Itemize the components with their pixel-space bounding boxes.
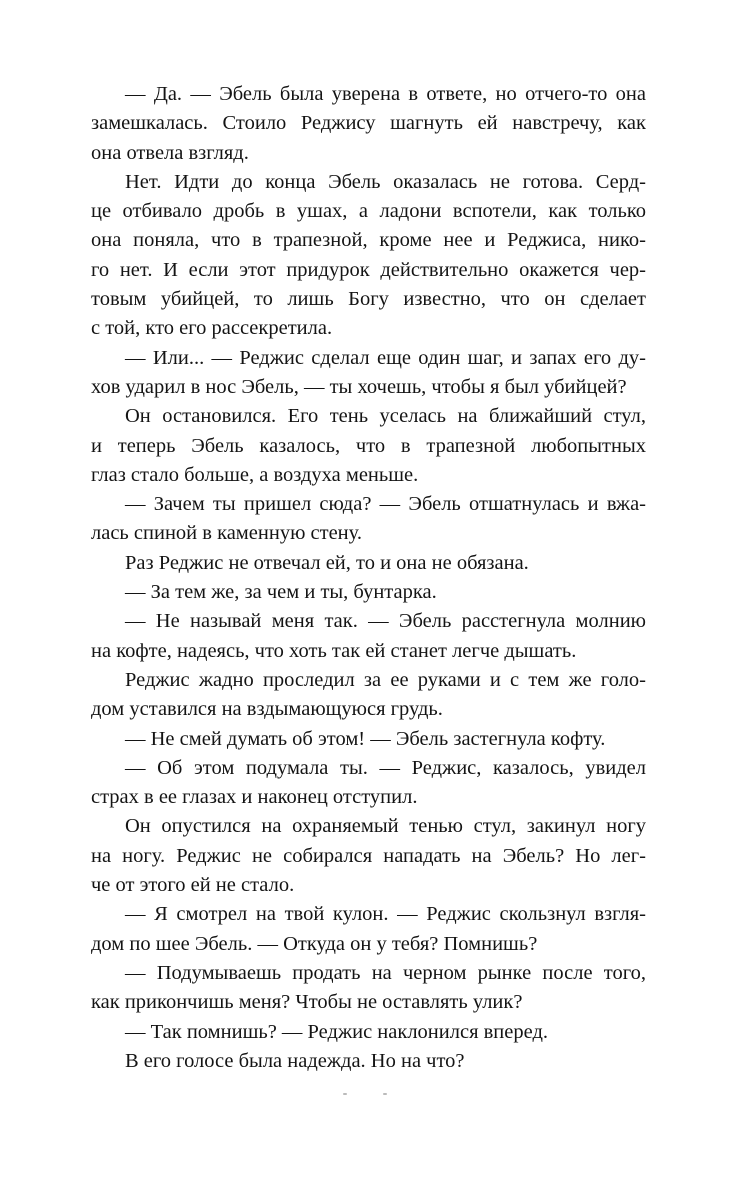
page-footer-marks <box>343 1093 403 1101</box>
text-line: дом по шее Эбель. — Откуда он у тебя? Помнишь? <box>91 932 538 955</box>
text-line: на кофте, надеясь, что хоть так ей станет легче дышать. <box>91 639 577 662</box>
text-line: — Подумываешь продать на черном рынке после того, <box>125 961 646 984</box>
text-line: Раз Реджис не отвечал ей, то и она не обязана. <box>125 551 529 574</box>
text-line: — Или... — Реджис сделал еще один шаг, и запах его ду- <box>125 346 646 369</box>
text-line: дом уставился на вздымающуюся грудь. <box>91 698 443 721</box>
text-line: на ногу. Реджис не собирался нападать на Эбель? Но лег- <box>91 844 646 867</box>
footer-mark <box>383 1093 387 1095</box>
text-line: Нет. Идти до конца Эбель оказалась не готова. Серд- <box>125 170 646 193</box>
footer-mark <box>343 1093 347 1095</box>
text-line: и теперь Эбель казалось, что в трапезной любопытных <box>91 434 646 457</box>
text-line: — Об этом подумала ты. — Реджис, казалось, увидел <box>125 756 646 779</box>
text-line: Реджис жадно проследил за ее руками и с тем же голо- <box>125 668 646 691</box>
text-line: она поняла, что в трапезной, кроме нее и Реджиса, нико- <box>91 229 646 252</box>
text-line: Он опустился на охраняемый тенью стул, закинул ногу <box>125 815 646 838</box>
text-line: — Зачем ты пришел сюда? — Эбель отшатнулась и вжа- <box>125 493 646 516</box>
text-line: — За тем же, за чем и ты, бунтарка. <box>125 581 437 604</box>
text-line: В его голосе была надежда. Но на что? <box>125 1049 465 1072</box>
body-text <box>91 80 646 1076</box>
text-line: — Так помнишь? — Реджис наклонился вперед. <box>125 1020 549 1043</box>
text-line: — Да. — Эбель была уверена в ответе, но отчего-то она <box>125 83 646 105</box>
text-line: го нет. И если этот придурок действительно окажется чер- <box>91 258 646 281</box>
text-line: как прикончишь меня? Чтобы не оставлять улик? <box>91 991 523 1014</box>
text-line: хов ударил в нос Эбель, — ты хочешь, чтобы я был убийцей? <box>91 375 627 398</box>
text-line: товым убийцей, то лишь Богу известно, что он сделает <box>91 288 646 311</box>
text-line: це отбивало дробь в ушах, а ладони вспотели, как только <box>91 200 646 223</box>
text-line: глаз стало больше, а воздуха меньше. <box>91 463 419 486</box>
text-line: замешкалась. Стоило Реджису шагнуть ей навстречу, как <box>91 112 646 135</box>
text-line: че от этого ей не стало. <box>91 874 295 897</box>
text-line: с той, кто его рассекретила. <box>91 317 333 340</box>
text-line: Он остановился. Его тень уселась на ближайший стул, <box>125 405 646 428</box>
text-line: — Не называй меня так. — Эбель расстегнула молнию <box>125 610 646 633</box>
text-line: лась спиной в каменную стену. <box>91 522 362 545</box>
text-line: она отвела взгляд. <box>91 141 249 164</box>
text-line: — Я смотрел на твой кулон. — Реджис скользнул взгля- <box>125 903 646 926</box>
text-line: страх в ее глазах и наконец отступил. <box>91 786 418 809</box>
text-line: — Не смей думать об этом! — Эбель застегнула кофту. <box>125 727 606 750</box>
